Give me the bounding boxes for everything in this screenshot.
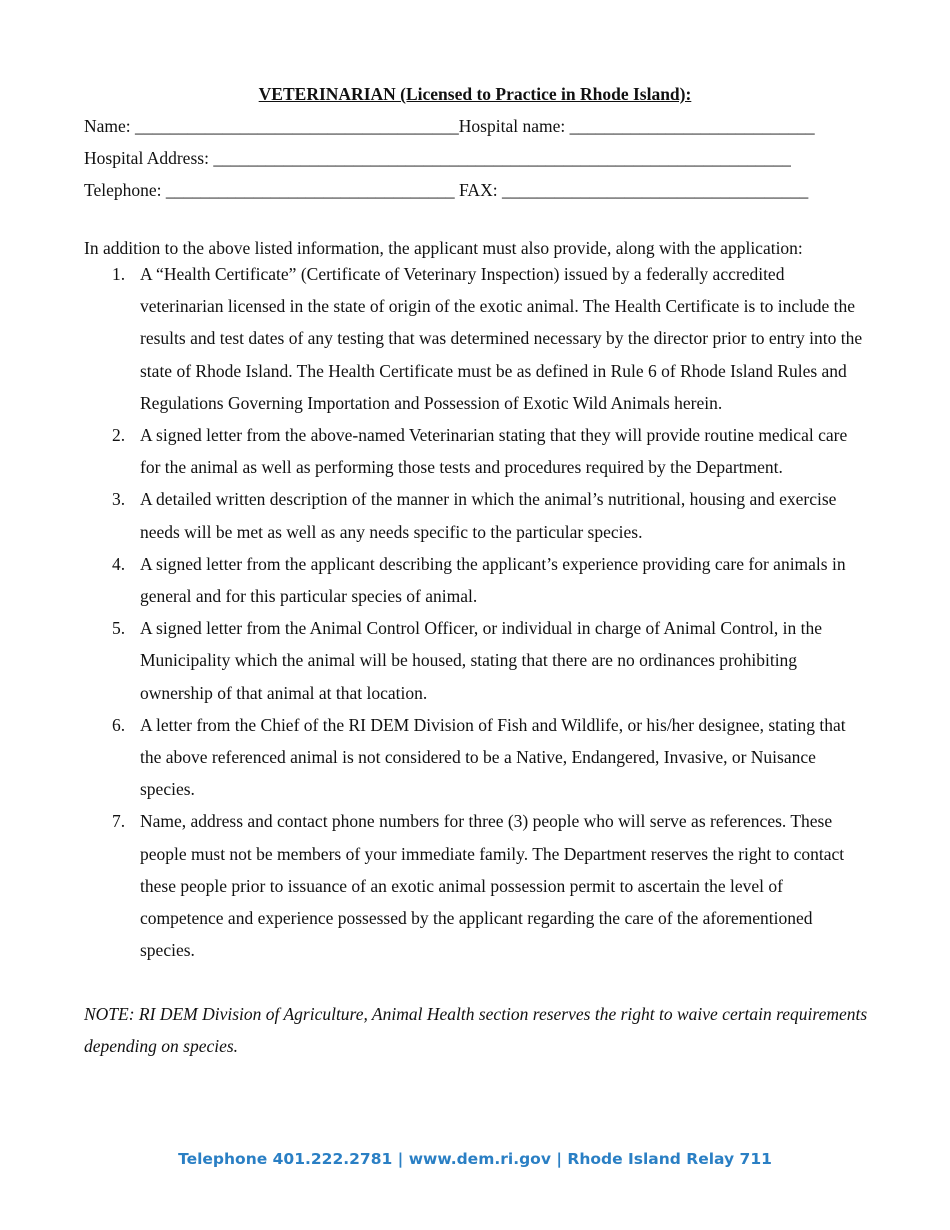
requirements-list	[84, 258, 870, 966]
footer-contact: Telephone 401.222.2781 | www.dem.ri.gov | Rhode Island Relay 711	[178, 1150, 772, 1168]
list-item-text: A “Health Certificate” (Certificate of Veterinary Inspection) issued by a federally accredited veterinarian licensed in the state of origin of the exotic animal. The Health Certificate is to include the results and test dates of any testing that was determined necessary by the director prior to entry into the state of Rhode Island. The Health Certificate must be as defined in Rule 6 of Rhode Island Rules and Regulations Governing Importation and Possession of Exotic Wild Animals herein.	[140, 264, 863, 413]
note-text: NOTE: RI DEM Division of Agriculture, Animal Health section reserves the right to waive certain requirements depending on species.	[84, 1004, 868, 1056]
list-item	[84, 612, 870, 709]
list-item-text: A letter from the Chief of the RI DEM Division of Fish and Wildlife, or his/her designee, stating that the above referenced animal is not considered to be a Native, Endangered, Invasive, or Nuisance species.	[140, 714, 846, 800]
list-item	[84, 419, 870, 483]
list-item	[84, 805, 870, 966]
fax-blank: ___________________________________	[501, 180, 809, 200]
hospital-address-row	[84, 148, 791, 169]
list-item	[84, 548, 870, 612]
name-hospital-row	[84, 116, 815, 137]
name-label: Name:	[84, 116, 136, 136]
veterinarian-section-title: VETERINARIAN (Licensed to Practice in Rhode Island):	[258, 84, 692, 104]
list-item-number: 4.	[112, 553, 126, 574]
telephone-fax-row	[84, 180, 808, 201]
list-item-text: A signed letter from the applicant describing the applicant’s experience providing care for animals in general and for this particular species of animal.	[140, 553, 846, 607]
hospital-address-label: Hospital Address:	[84, 148, 214, 168]
list-item-number: 5.	[112, 618, 126, 639]
list-item-text: A signed letter from the Animal Control Officer, or individual in charge of Animal Control, in the Municipality which the animal will be housed, stating that there are no ordinances prohibiting ownership of that animal at that location.	[140, 618, 822, 703]
name-blank: _____________________________________	[135, 116, 459, 136]
telephone-label: Telephone:	[84, 180, 166, 200]
list-item-text: Name, address and contact phone numbers for three (3) people who will serve as references. These people must not be members of your immediate family. The Department reserves the right to contact these people prior to issuance of an exotic animal possession permit to ascertain the level of competence and experience possessed by the applicant regarding the care of the aforementioned species.	[140, 811, 845, 961]
list-item	[84, 258, 870, 419]
fax-label: FAX:	[454, 180, 502, 200]
list-item-number: 1.	[112, 264, 126, 284]
list-item-number: 2.	[112, 425, 126, 446]
list-item-text: A detailed written description of the manner in which the animal’s nutritional, housing and exercise needs will be met as well as any needs specific to the particular species.	[140, 489, 837, 542]
hospital-address-blank: __________________________________________________________________	[213, 148, 791, 168]
hospital-name-label: Hospital name:	[458, 116, 570, 136]
list-item	[84, 709, 870, 806]
list-item-number: 6.	[112, 714, 126, 735]
list-item-number: 7.	[112, 811, 126, 832]
list-item-number: 3.	[112, 489, 126, 510]
telephone-blank: _________________________________	[165, 180, 455, 200]
list-item	[84, 483, 870, 547]
hospital-name-blank: ____________________________	[569, 116, 815, 136]
list-item-text: A signed letter from the above-named Veterinarian stating that they will provide routine medical care for the animal as well as performing those tests and procedures required by the Department.	[140, 425, 848, 478]
requirements-intro: In addition to the above listed information, the applicant must also provide, along with the application:	[84, 238, 803, 258]
